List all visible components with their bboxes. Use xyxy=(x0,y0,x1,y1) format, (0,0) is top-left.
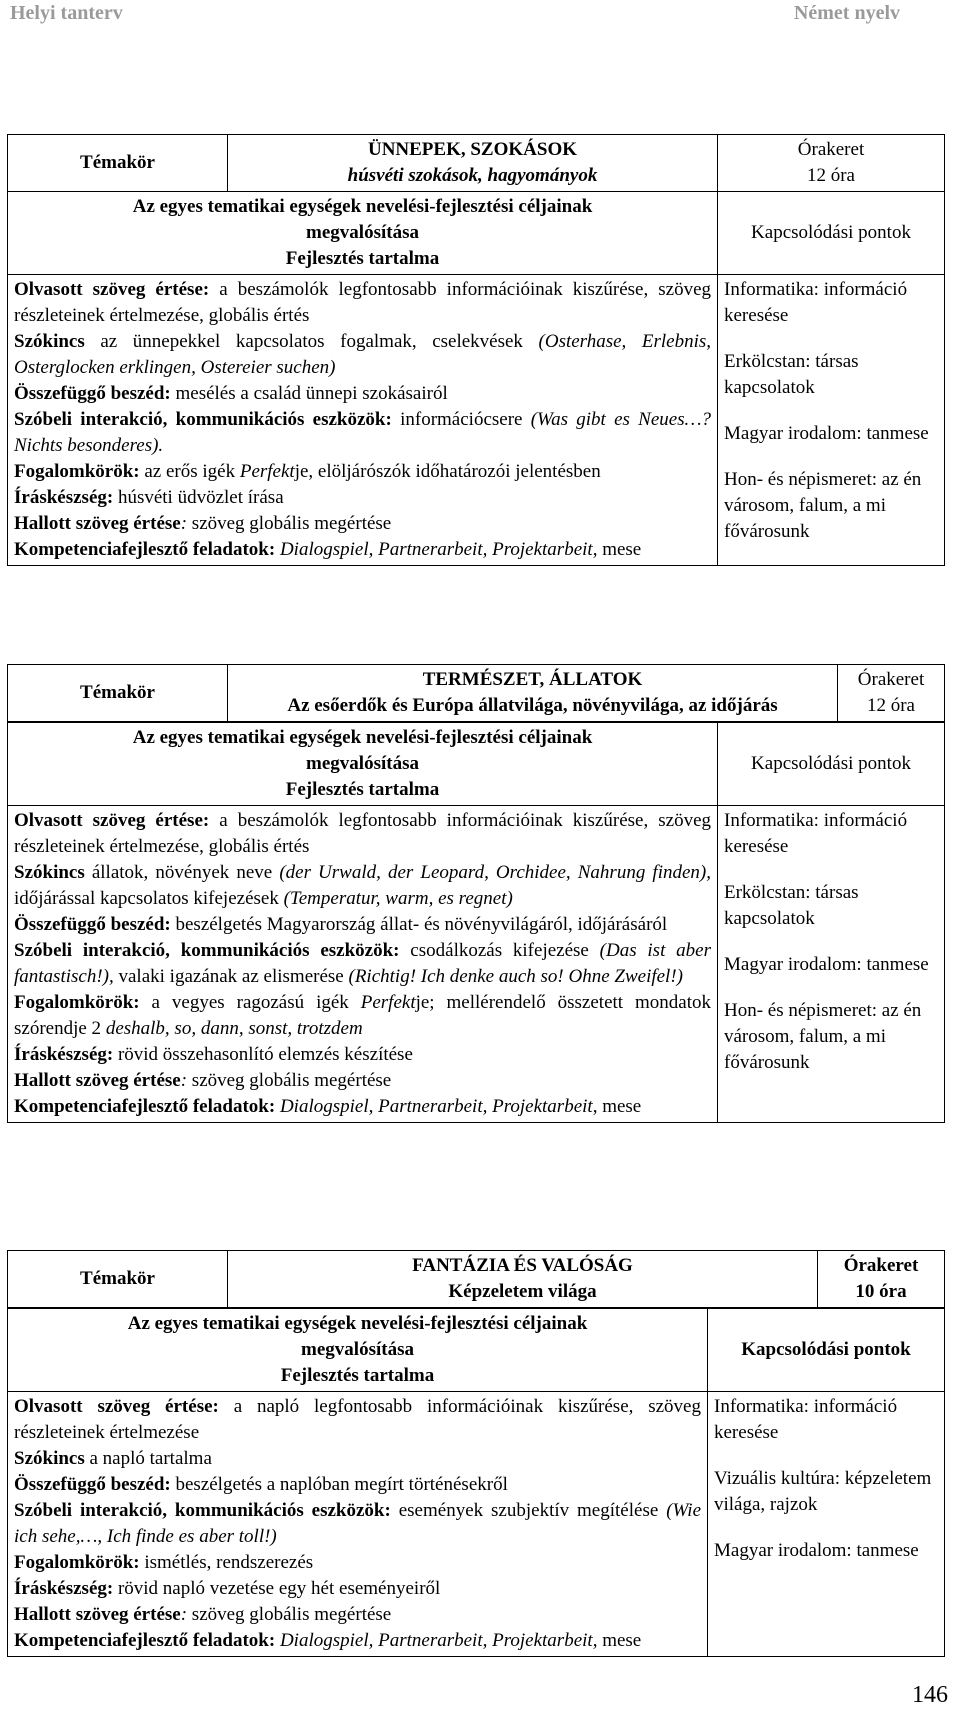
skill-label: Kompetenciafejlesztő feladatok: xyxy=(14,1630,276,1651)
page-number: 146 xyxy=(912,1682,948,1708)
content-text: (Temperatur, warm, es regnet) xyxy=(283,888,513,909)
content-text: az ünnepekkel kapcsolatos fogalmak, cselekvések xyxy=(84,331,539,352)
skill-label: Olvasott szöveg értése: xyxy=(14,810,210,831)
connection-points xyxy=(708,1392,945,1657)
content-paragraph xyxy=(14,1576,701,1602)
skill-label: Szóbeli interakció, kommunikációs eszközök: xyxy=(14,409,392,430)
goals-header xyxy=(8,1309,708,1392)
content-paragraph xyxy=(14,938,711,990)
goals-line-2: megvalósítása xyxy=(301,1339,414,1360)
skill-label: Összefüggő beszéd: xyxy=(14,1474,171,1495)
connection-point: Magyar irodalom: tanmese xyxy=(714,1540,919,1561)
development-content-heading: Fejlesztés tartalma xyxy=(285,779,440,800)
hours-cell xyxy=(818,1251,945,1308)
connection-point: Erkölcstan: társas kapcsolatok xyxy=(724,882,859,929)
goals-line-2: megvalósítása xyxy=(306,753,419,774)
content-paragraph xyxy=(14,537,711,563)
connection-points-heading: Kapcsolódási pontok xyxy=(708,1309,945,1392)
connection-point: Hon- és népismeret: az én városom, falum, a mi fővárosunk xyxy=(724,1000,922,1073)
content-paragraph xyxy=(14,808,711,860)
content-paragraph xyxy=(14,277,711,329)
topic-table-2-body xyxy=(7,722,945,1123)
connection-point: Informatika: információ keresése xyxy=(724,279,908,326)
topic-title-cell xyxy=(228,665,838,722)
content-paragraph xyxy=(14,1498,701,1550)
topic-title-cell xyxy=(228,135,718,192)
content-text: : xyxy=(180,513,188,534)
content-paragraph xyxy=(14,990,711,1042)
content-text: Perfekt xyxy=(239,461,295,482)
orakeret-label: Órakeret xyxy=(857,669,925,690)
skill-label: Fogalomkörök: xyxy=(14,992,140,1013)
content-paragraph xyxy=(14,485,711,511)
goals-line-1: Az egyes tematikai egységek nevelési-fejlesztési céljainak xyxy=(132,727,593,748)
content-paragraph xyxy=(14,1602,701,1628)
skill-label: Íráskészség: xyxy=(14,1578,114,1599)
content-text: csodálkozás kifejezése xyxy=(399,940,600,961)
content-text: , mese xyxy=(592,539,642,560)
temakor-label: Témakör xyxy=(8,665,228,722)
skill-label: Szókincs xyxy=(14,331,85,352)
goals-header xyxy=(8,723,718,806)
content-list xyxy=(14,1394,701,1654)
content-text: ismétlés, rendszerezés xyxy=(139,1552,314,1573)
content-paragraph xyxy=(14,1094,711,1120)
content-paragraph xyxy=(14,1446,701,1472)
skill-label: Olvasott szöveg értése: xyxy=(14,279,210,300)
topic-subtitle: Képzeletem világa xyxy=(448,1281,597,1302)
content-text: je; mellérendelő összetett mondatok szórendje 2 xyxy=(14,992,711,1039)
content-paragraph xyxy=(14,1394,701,1446)
development-content-heading: Fejlesztés tartalma xyxy=(280,1365,435,1386)
content-text: szöveg globális megértése xyxy=(187,513,392,534)
skill-label: Összefüggő beszéd: xyxy=(14,914,171,935)
content-text: Dialogspiel, Partnerarbeit, Projektarbeit xyxy=(279,1630,593,1651)
content-text: időjárással kapcsolatos kifejezések xyxy=(14,888,284,909)
content-text: a napló legfontosabb információinak kiszűrése, szöveg részleteinek értelmezése xyxy=(14,1396,701,1443)
content-paragraph xyxy=(14,329,711,381)
topic-table-3-body xyxy=(7,1308,945,1657)
content-paragraph xyxy=(14,1472,701,1498)
content-text: Dialogspiel, Partnerarbeit, Projektarbeit xyxy=(279,539,593,560)
topic-subtitle: húsvéti szokások, hagyományok xyxy=(347,165,598,186)
topic-table-2 xyxy=(7,664,945,722)
links-list xyxy=(714,1394,938,1564)
links-list xyxy=(724,808,938,1076)
content-text: , mese xyxy=(592,1630,642,1651)
development-content xyxy=(8,806,718,1123)
development-content-heading: Fejlesztés tartalma xyxy=(285,248,440,269)
page-header xyxy=(0,0,960,26)
content-text: je, elöljárószók időhatározói jelentésben xyxy=(294,461,601,482)
connection-point: Informatika: információ keresése xyxy=(724,810,908,857)
content-text: beszélgetés a naplóban megírt történésekről xyxy=(170,1474,508,1495)
skill-label: Kompetenciafejlesztő feladatok: xyxy=(14,539,276,560)
content-paragraph xyxy=(14,1068,711,1094)
content-text: deshalb, so, dann, sonst, trotzdem xyxy=(105,1018,363,1039)
content-text: : xyxy=(180,1070,188,1091)
goals-line-2: megvalósítása xyxy=(306,222,419,243)
skill-label: Hallott szöveg értése xyxy=(14,1070,181,1091)
skill-label: Szóbeli interakció, kommunikációs eszközök: xyxy=(14,940,400,961)
skill-label: Kompetenciafejlesztő feladatok: xyxy=(14,1096,276,1117)
content-text: szöveg globális megértése xyxy=(187,1604,392,1625)
skill-label: Íráskészség: xyxy=(14,487,114,508)
connection-points xyxy=(718,275,945,566)
content-text: mesélés a család ünnepi szokásairól xyxy=(170,383,448,404)
content-text: Perfekt xyxy=(360,992,416,1013)
connection-point: Vizuális kultúra: képzeletem világa, rajzok xyxy=(714,1468,932,1515)
content-paragraph xyxy=(14,381,711,407)
connection-points-heading: Kapcsolódási pontok xyxy=(718,723,945,806)
header-right: Német nyelv xyxy=(793,2,900,24)
orakeret-label: Órakeret xyxy=(797,139,865,160)
content-list xyxy=(14,808,711,1120)
content-paragraph xyxy=(14,860,711,912)
content-text: információcsere xyxy=(391,409,531,430)
content-text: : xyxy=(180,1604,188,1625)
content-text: (der Urwald, der Leopard, Orchidee, Nahrung finden), xyxy=(279,862,711,883)
goals-line-1: Az egyes tematikai egységek nevelési-fejlesztési céljainak xyxy=(132,196,593,217)
content-text: (Osterhase, Erlebnis, Osterglocken erklingen, Ostereier suchen) xyxy=(14,331,712,378)
content-text: az erős igék xyxy=(139,461,240,482)
goals-header xyxy=(8,192,718,275)
hours-value: 10 óra xyxy=(855,1281,907,1302)
skill-label: Hallott szöveg értése xyxy=(14,1604,181,1625)
skill-label: Fogalomkörök: xyxy=(14,461,140,482)
skill-label: Szóbeli interakció, kommunikációs eszközök: xyxy=(14,1500,391,1521)
skill-label: Olvasott szöveg értése: xyxy=(14,1396,219,1417)
connection-points xyxy=(718,806,945,1123)
content-paragraph xyxy=(14,1042,711,1068)
header-left: Helyi tanterv xyxy=(10,2,123,24)
temakor-label: Témakör xyxy=(8,1251,228,1308)
content-text: állatok, növények neve xyxy=(84,862,280,883)
connection-point: Informatika: információ keresése xyxy=(714,1396,898,1443)
content-paragraph xyxy=(14,1550,701,1576)
content-text: (Richtig! Ich denke auch so! Ohne Zweifel!) xyxy=(348,966,683,987)
content-text: események szubjektív megítélése xyxy=(390,1500,667,1521)
content-text: (Wie ich sehe,…, Ich finde es aber toll!) xyxy=(14,1500,702,1547)
content-text: a vegyes ragozású igék xyxy=(139,992,361,1013)
connection-point: Erkölcstan: társas kapcsolatok xyxy=(724,351,859,398)
content-text: , mese xyxy=(592,1096,642,1117)
content-text: szöveg globális megértése xyxy=(187,1070,392,1091)
links-list xyxy=(724,277,938,545)
development-content xyxy=(8,1392,708,1657)
content-text: Dialogspiel, Partnerarbeit, Projektarbeit xyxy=(279,1096,593,1117)
content-list xyxy=(14,277,711,563)
topic-title: FANTÁZIA ÉS VALÓSÁG xyxy=(412,1255,633,1276)
content-text: rövid napló vezetése egy hét eseményeiről xyxy=(113,1578,441,1599)
topic-table-1 xyxy=(7,134,945,566)
content-text: (Was gibt es Neues…? Nichts besonderes). xyxy=(14,409,711,456)
connection-points-heading: Kapcsolódási pontok xyxy=(718,192,945,275)
skill-label: Hallott szöveg értése xyxy=(14,513,181,534)
hours-value: 12 óra xyxy=(866,695,915,716)
content-text: valaki igazának az elismerése xyxy=(113,966,349,987)
development-content xyxy=(8,275,718,566)
content-paragraph xyxy=(14,459,711,485)
connection-point: Magyar irodalom: tanmese xyxy=(724,423,929,444)
content-text: a beszámolók legfontosabb információinak kiszűrése, szöveg részleteinek értelmezése, globális értés xyxy=(14,279,711,326)
orakeret-label: Órakeret xyxy=(843,1255,919,1276)
content-text: húsvéti üdvözlet írása xyxy=(113,487,284,508)
content-paragraph xyxy=(14,912,711,938)
connection-point: Magyar irodalom: tanmese xyxy=(724,954,929,975)
content-text: a beszámolók legfontosabb információinak kiszűrése, szöveg részleteinek értelmezése, globális értés xyxy=(14,810,711,857)
hours-cell xyxy=(838,665,945,722)
content-paragraph xyxy=(14,407,711,459)
skill-label: Íráskészség: xyxy=(14,1044,114,1065)
content-paragraph xyxy=(14,511,711,537)
topic-title: TERMÉSZET, ÁLLATOK xyxy=(422,669,643,690)
content-paragraph xyxy=(14,1628,701,1654)
skill-label: Összefüggő beszéd: xyxy=(14,383,171,404)
topic-subtitle: Az esőerdők és Európa állatvilága, növényvilága, az időjárás xyxy=(287,695,778,716)
content-text: (Das ist aber fantastisch!), xyxy=(14,940,711,987)
temakor-label: Témakör xyxy=(8,135,228,192)
skill-label: Fogalomkörök: xyxy=(14,1552,140,1573)
connection-point: Hon- és népismeret: az én városom, falum, a mi fővárosunk xyxy=(724,469,922,542)
hours-value: 12 óra xyxy=(806,165,855,186)
topic-table-3 xyxy=(7,1250,945,1308)
content-text: a napló tartalma xyxy=(84,1448,212,1469)
hours-cell xyxy=(718,135,945,192)
topic-title-cell xyxy=(228,1251,818,1308)
topic-title: ÜNNEPEK, SZOKÁSOK xyxy=(367,139,578,160)
skill-label: Szókincs xyxy=(14,862,85,883)
content-text: rövid összehasonlító elemzés készítése xyxy=(113,1044,413,1065)
skill-label: Szókincs xyxy=(14,1448,85,1469)
content-text: beszélgetés Magyarország állat- és növényvilágáról, időjárásáról xyxy=(170,914,668,935)
goals-line-1: Az egyes tematikai egységek nevelési-fejlesztési céljainak xyxy=(127,1313,588,1334)
